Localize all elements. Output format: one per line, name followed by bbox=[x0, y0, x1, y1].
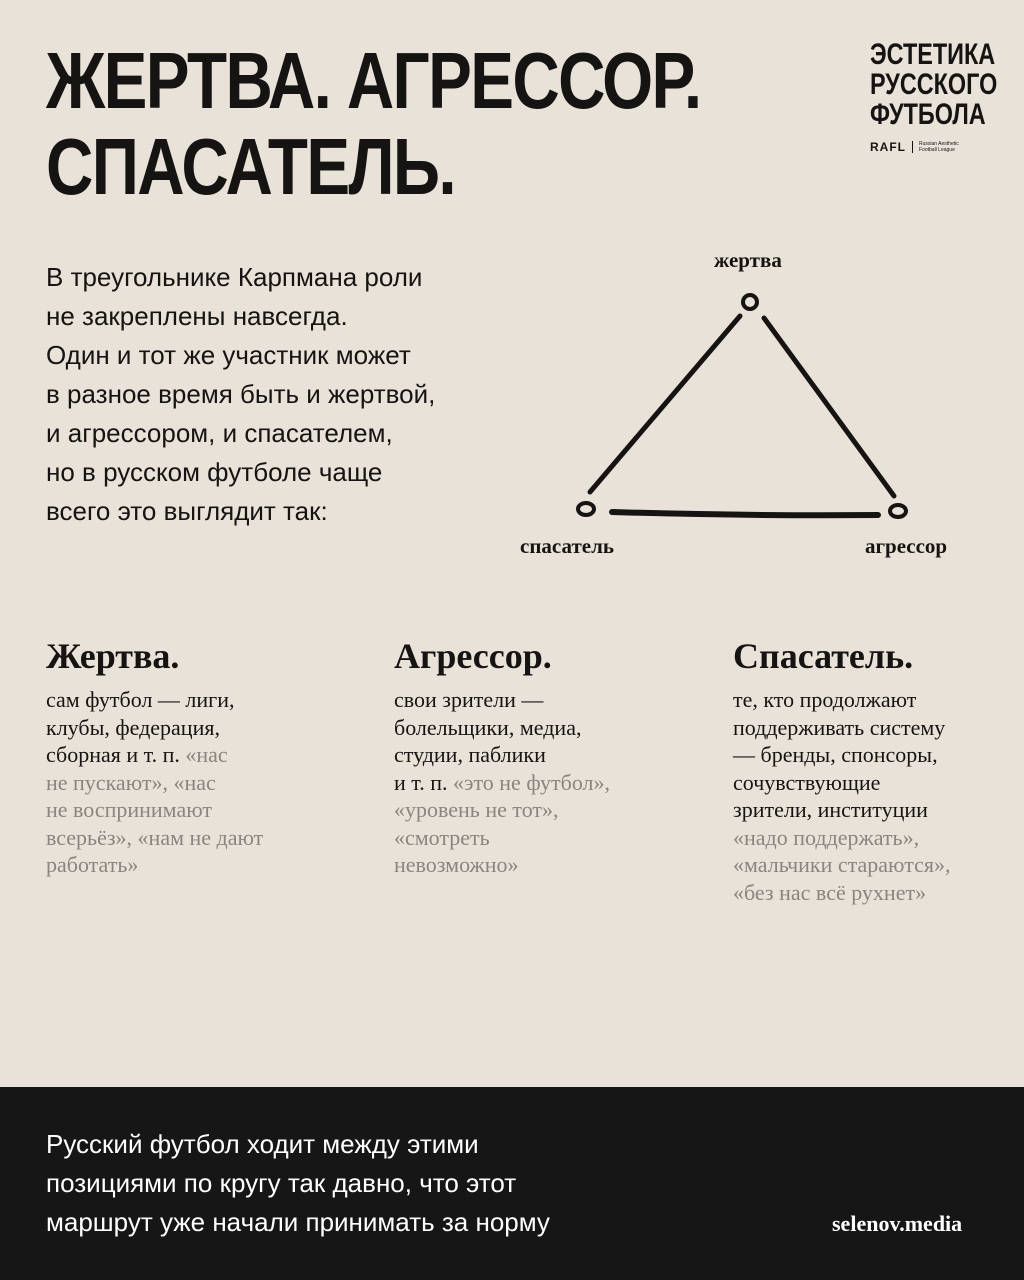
triangle-edge-bottom bbox=[612, 512, 878, 515]
brand-logo bbox=[870, 40, 1024, 154]
column-body bbox=[46, 686, 316, 879]
intro-line: и агрессором, и спасателем, bbox=[46, 418, 393, 448]
logo-line-3: ФУТБОЛА bbox=[870, 98, 986, 131]
column-line: болельщики, медиа, bbox=[394, 714, 582, 740]
logo-small-text bbox=[919, 141, 959, 153]
column-aggressor bbox=[394, 634, 664, 879]
column-line: «уровень не тот», bbox=[394, 797, 559, 822]
column-line: «смотреть bbox=[394, 824, 490, 850]
footer-line: маршрут уже начали принимать за норму bbox=[46, 1207, 550, 1237]
column-line: поддерживать систему bbox=[733, 714, 946, 740]
triangle-label-left: спасатель bbox=[520, 534, 614, 558]
footer-banner bbox=[0, 1087, 1024, 1280]
intro-line: всего это выглядит так: bbox=[46, 496, 328, 526]
column-body bbox=[394, 686, 664, 879]
column-line: — бренды, спонсоры, bbox=[733, 742, 938, 767]
intro-line: Один и тот же участник может bbox=[46, 340, 411, 370]
logo-sub-line-2: Football League bbox=[919, 147, 955, 153]
title-line-2: СПАСАТЕЛЬ. bbox=[46, 122, 455, 211]
title-line-1: ЖЕРТВА. АГРЕССОР. bbox=[46, 36, 701, 125]
logo-wordmark bbox=[870, 40, 997, 130]
column-heading: Жертва. bbox=[46, 636, 180, 676]
column-line: невозможно» bbox=[394, 852, 519, 877]
triangle-label-right: агрессор bbox=[865, 534, 948, 558]
column-body bbox=[733, 686, 1003, 906]
column-line: «без нас всё рухнет» bbox=[733, 879, 927, 905]
column-heading: Агрессор. bbox=[394, 636, 552, 676]
footer-line: позициями по кругу так давно, что этот bbox=[46, 1168, 517, 1198]
column-heading: Спасатель. bbox=[733, 636, 914, 676]
footer-text bbox=[46, 1125, 550, 1242]
column-line: сочувствующие bbox=[733, 769, 881, 795]
column-line: свои зрители — bbox=[394, 687, 544, 712]
logo-divider bbox=[912, 141, 913, 153]
triangle-node-left bbox=[578, 503, 594, 515]
triangle-edge-right bbox=[764, 318, 894, 496]
intro-line: не закреплены навсегда. bbox=[46, 301, 348, 331]
triangle-node-top bbox=[743, 295, 757, 309]
intro-paragraph bbox=[46, 258, 506, 531]
column-line: и т. п. «это не футбол», bbox=[394, 769, 611, 795]
column-line: не воспринимают bbox=[46, 797, 212, 822]
triangle-edge-left bbox=[590, 316, 740, 492]
column-line: студии, паблики bbox=[394, 742, 546, 767]
column-line: «надо поддержать», bbox=[733, 824, 920, 850]
logo-sub-line-1: Russian Aesthetic bbox=[919, 141, 959, 147]
footer-line: Русский футбол ходит между этими bbox=[46, 1129, 479, 1159]
logo-line-1: ЭСТЕТИКА bbox=[870, 38, 996, 71]
page-title bbox=[46, 38, 700, 210]
column-line: работать» bbox=[46, 852, 139, 877]
intro-line: в разное время быть и жертвой, bbox=[46, 379, 436, 409]
column-rescuer bbox=[733, 634, 1003, 906]
column-line: те, кто продолжают bbox=[733, 687, 917, 712]
triangle-label-top: жертва bbox=[714, 248, 782, 272]
column-line: сборная и т. п. «нас bbox=[46, 742, 228, 767]
intro-line: В треугольнике Карпмана роли bbox=[46, 262, 423, 292]
logo-mark: RAFL bbox=[870, 140, 906, 154]
site-credit: selenov.media bbox=[832, 1211, 963, 1236]
karpman-triangle-diagram bbox=[560, 280, 920, 530]
logo-line-2: РУССКОГО bbox=[870, 68, 998, 101]
triangle-node-right bbox=[890, 505, 906, 517]
intro-line: но в русском футболе чаще bbox=[46, 457, 383, 487]
column-line: «мальчики стараются», bbox=[733, 852, 951, 877]
logo-subline bbox=[870, 140, 1024, 154]
column-line: сам футбол — лиги, bbox=[46, 687, 235, 712]
column-line: зрители, институции bbox=[733, 797, 928, 822]
column-line: клубы, федерация, bbox=[46, 714, 220, 740]
column-line: всерьёз», «нам не дают bbox=[46, 824, 264, 850]
column-line: не пускают», «нас bbox=[46, 769, 216, 795]
column-victim bbox=[46, 634, 316, 879]
